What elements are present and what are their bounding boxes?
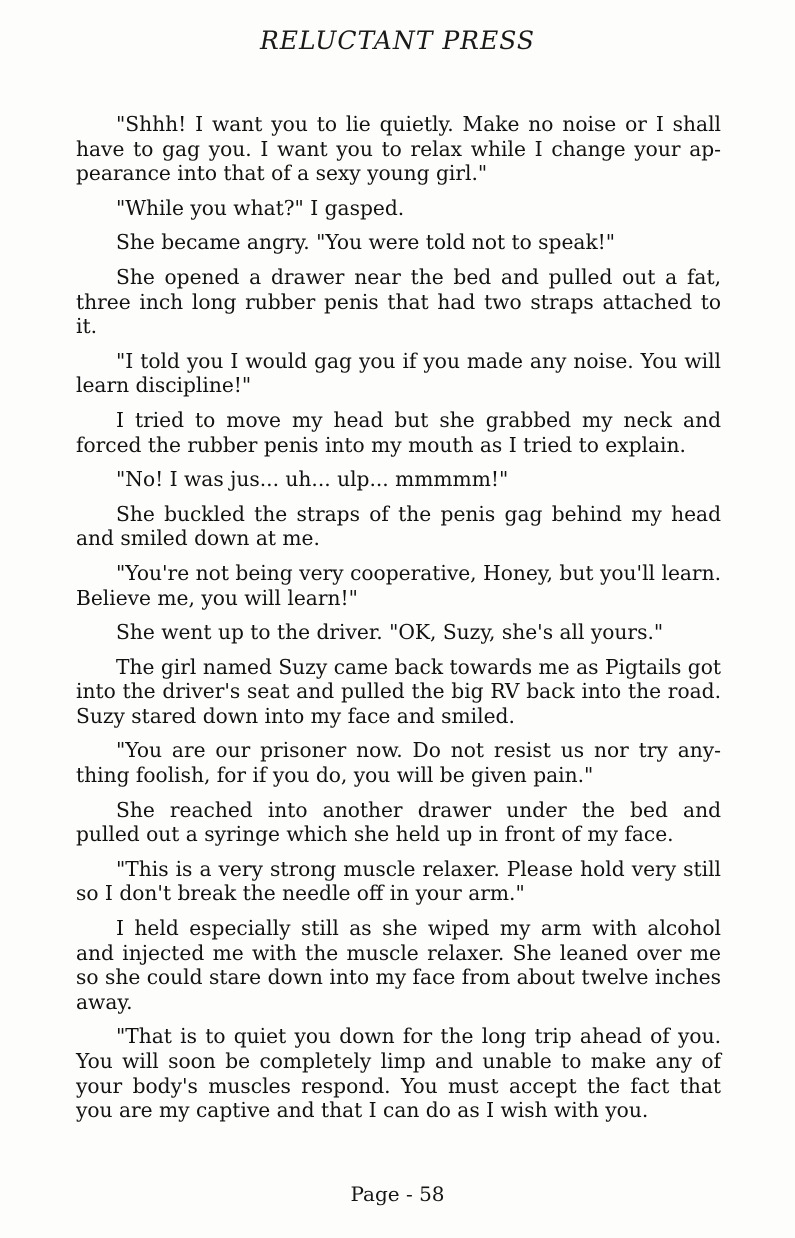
paragraph: She became angry. "You were told not to speak!": [116, 230, 616, 255]
paragraph: "I told you I would gag you if you made any noise. You will learn discipline!": [76, 348, 721, 398]
paragraph: "You are our prisoner now. Do not resist us nor try any-thing foolish, for if you do, you will be given pain.": [76, 738, 721, 788]
paragraph: She reached into another drawer under the bed and pulled out a syringe which she held up in front of my face.: [76, 797, 721, 847]
running-header: RELUCTANT PRESS: [259, 26, 536, 55]
page-number: Page - 58: [350, 1182, 445, 1206]
paragraph: The girl named Suzy came back towards me as Pigtails got into the driver's seat and pulled the big RV back into the road. Suzy stared down into my face and smiled.: [76, 654, 721, 728]
paragraph: "That is to quiet you down for the long trip ahead of you. You will soon be completely limp and unable to make any of your body's muscles respond. You must accept the fact that you are my captive and that I can do as I wish with you.: [76, 1024, 721, 1123]
body-text: [76, 112, 721, 1133]
paragraph: "While you what?" I gasped.: [116, 195, 405, 220]
paragraph: "Shhh! I want you to lie quietly. Make no noise or I shall have to gag you. I want you to relax while I change your ap-pearance into that of a sexy young girl.": [76, 112, 721, 186]
paragraph: "This is a very strong muscle relaxer. Please hold very still so I don't break the needle off in your arm.": [76, 856, 721, 906]
paragraph: I tried to move my head but she grabbed my neck and forced the rubber penis into my mouth as I tried to explain.: [76, 407, 721, 457]
paragraph: She opened a drawer near the bed and pulled out a fat, three inch long rubber penis that had two straps attached to it.: [76, 264, 721, 339]
paragraph: "You're not being very cooperative, Honey, but you'll learn. Believe me, you will learn!": [76, 560, 721, 610]
paragraph: I held especially still as she wiped my arm with alcohol and injected me with the muscle relaxer. She leaned over me so she could stare down into my face from about twelve inches away.: [76, 916, 721, 1014]
paragraph: She buckled the straps of the penis gag behind my head and smiled down at me.: [76, 501, 721, 551]
paragraph: She went up to the driver. "OK, Suzy, she's all yours.": [116, 620, 664, 645]
paragraph: "No! I was jus... uh... ulp... mmmmm!": [116, 467, 509, 492]
